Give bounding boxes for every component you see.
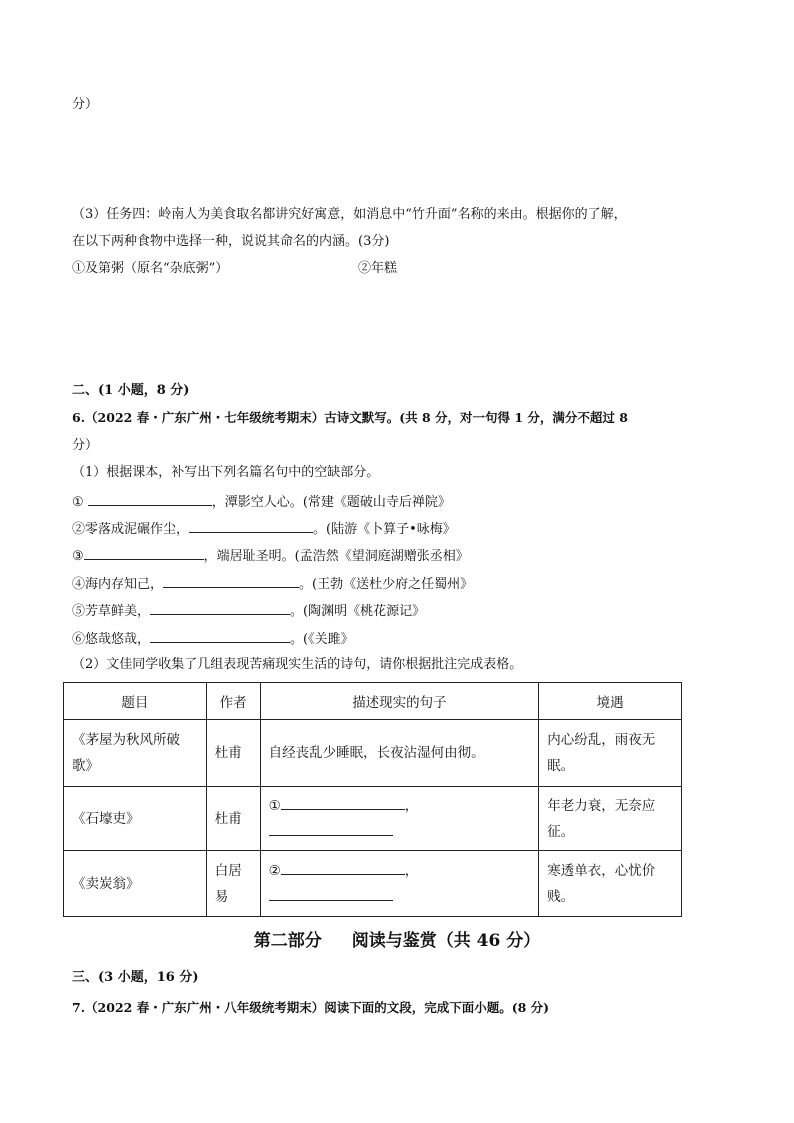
recite-item-5: ⑤芳草鲜美， 。(陶渊明《桃花源记》 [72,601,425,621]
cell-sentence: 自经丧乱少睡眠，长夜沾湿何由彻。 [260,720,539,787]
recite-item-6: ⑥悠哉悠哉， 。(《关雎》 [72,629,354,649]
cell-situation: 内心纷乱，雨夜无眠。 [539,720,682,787]
answer-blank[interactable] [281,861,405,875]
cell-situation: 年老力衰，无奈应征。 [539,787,682,851]
col-header-sentence: 描述现实的句子 [260,683,539,720]
col-header-situation: 境遇 [539,683,682,720]
cell-sentence-blank: ② ， [260,851,539,917]
table-header-row [64,683,682,720]
table-row [64,720,682,787]
answer-blank[interactable] [281,796,405,810]
recite-item-2: ②零落成泥碾作尘， 。(陆游《卜算子•咏梅》 [72,519,456,539]
answer-blank[interactable] [84,546,204,560]
answer-blank[interactable] [189,519,313,533]
table-row [64,851,682,917]
recite-item-3: ③ ，端居耻圣明。(孟浩然《望洞庭湖赠张丞相》 [72,546,469,566]
part2-title: 第二部分 阅读与鉴赏（共 46 分） [253,931,541,951]
col-header-author: 作者 [206,683,260,720]
answer-blank[interactable] [269,887,393,901]
answer-blank[interactable] [88,492,212,506]
q5-3-option2: ②年糕 [358,261,398,276]
cell-title: 《茅屋为秋风所破 歌》 [64,720,207,787]
recite-item-4: ④海内存知己， 。(王勃《送杜少府之任蜀州》 [72,574,473,594]
poem-table [63,682,682,917]
cell-title: 《石壕吏》 [64,787,207,851]
recite-item-1: ① ，潭影空人心。(常建《题破山寺后禅院》 [72,492,451,512]
q5-3-line1: （3）任务四：岭南人为美食取名都讲究好寓意，如消息中“竹升面”名称的来由。根据你的了解， [72,207,627,222]
section3-heading: 三、(3 小题，16 分) [72,970,199,985]
answer-blank[interactable] [150,601,290,615]
table-row [64,787,682,851]
q5-3-option1: ①及第粥（原名“杂底粥”） [72,261,229,276]
cell-title: 《卖炭翁》 [64,851,207,917]
q6-sub2: （2）文佳同学收集了几组表现苦痛现实生活的诗句，请你根据批注完成表格。 [72,657,523,672]
cell-author: 杜甫 [206,720,260,787]
cell-situation: 寒透单衣，心忧价贱。 [539,851,682,917]
answer-blank[interactable] [163,574,299,588]
q6-line2: 分） [72,438,99,453]
cell-author: 杜甫 [206,787,260,851]
section2-heading: 二、(1 小题，8 分) [72,383,190,398]
q5-3-line2: 在以下两种食物中选择一种，说说其命名的内涵。(3分) [72,234,390,249]
answer-blank[interactable] [150,629,290,643]
cell-sentence-blank: ① ， [260,787,539,851]
col-header-title: 题目 [64,683,207,720]
continued-fragment: 分） [72,97,99,112]
answer-blank[interactable] [269,822,393,836]
q7-line: 7.（2022 春・广东广州・八年级统考期末）阅读下面的文段，完成下面小题。(8 分) [72,1000,550,1015]
q6-line1: 6.（2022 春・广东广州・七年级统考期末）古诗文默写。(共 8 分，对一句得 1 分，满分不超过 8 [72,410,628,425]
cell-author: 白居 易 [206,851,260,917]
q6-sub1: （1）根据课本，补写出下列名篇名句中的空缺部分。 [72,465,380,480]
